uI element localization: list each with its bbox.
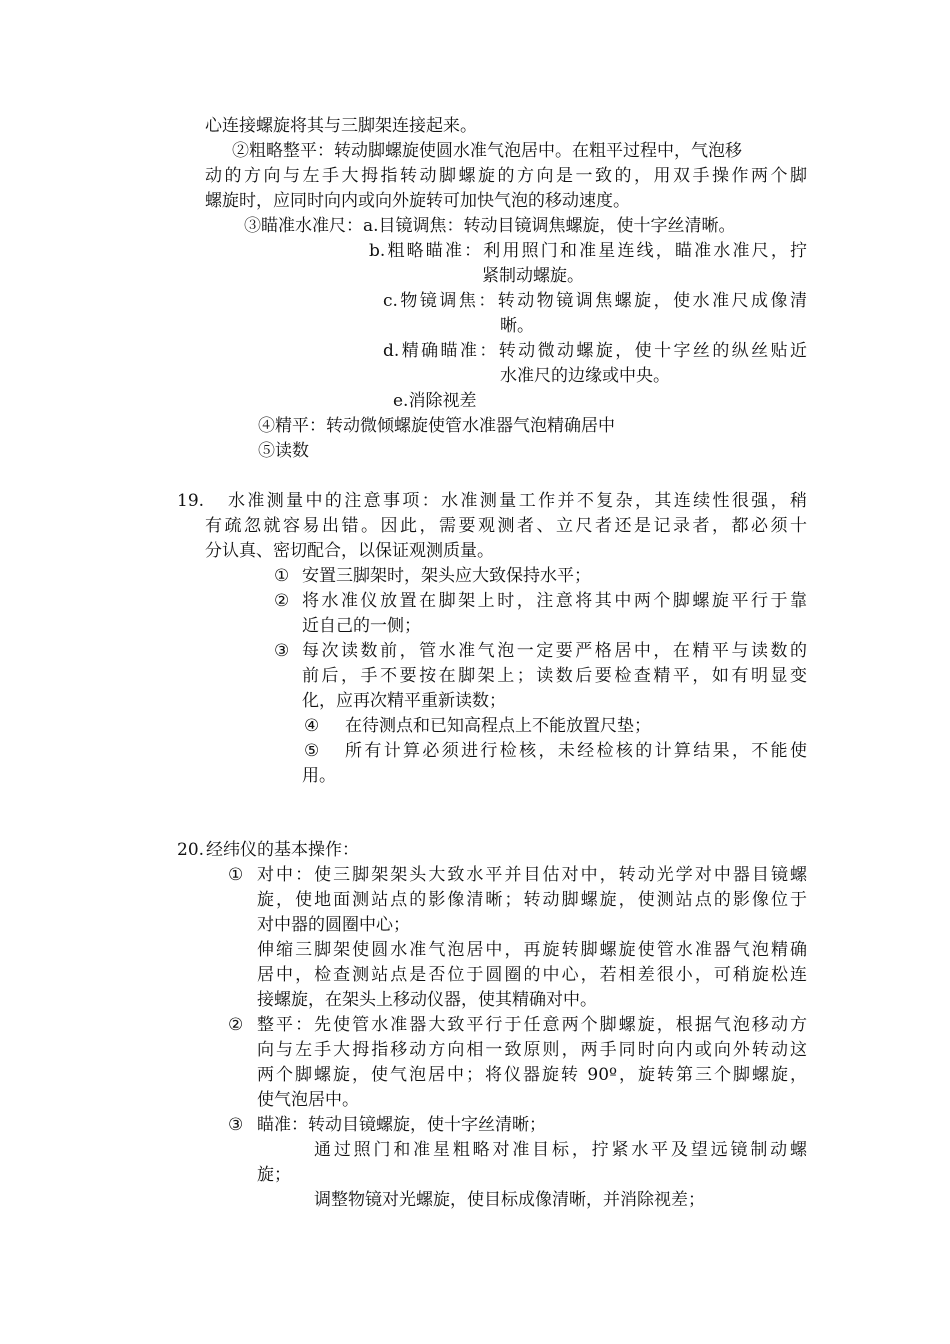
list-item-text: 调整物镜对光螺旋，使目标成像清晰，并消除视差； — [314, 1190, 705, 1210]
text-line: ②粗略整平：转动脚螺旋使圆水准气泡居中。在粗平过程中，气泡移 — [232, 141, 742, 161]
text-line: 水准测量中的注意事项：水准测量工作并不复杂，其连续性很强，稍 — [228, 491, 807, 511]
list-item-text: 每次读数前，管水准气泡一定要严格居中，在精平与读数的 — [302, 641, 807, 661]
list-item-text: 用。 — [302, 766, 336, 786]
list-item-text: 瞄准：转动目镜螺旋，使十字丝清晰； — [257, 1115, 546, 1135]
list-item-text: 化，应再次精平重新读数； — [302, 691, 506, 711]
section-title: 经纬仪的基本操作： — [206, 840, 359, 860]
list-item-text: 旋，使地面测站点的影像清晰；转动脚螺旋，使测站点的影像位于 — [257, 890, 807, 910]
text-line: 心连接螺旋将其与三脚架连接起来。 — [205, 116, 477, 136]
text-line: ⑤读数 — [258, 441, 309, 461]
list-marker: ② — [274, 591, 290, 611]
list-item-text: 两个脚螺旋，使气泡居中；将仪器旋转 90º，旋转第三个脚螺旋， — [257, 1065, 807, 1085]
list-item-text: 安置三脚架时，架头应大致保持水平； — [302, 566, 591, 586]
list-marker: ③ — [228, 1115, 244, 1135]
text-line: 动的方向与左手大拇指转动脚螺旋的方向是一致的，用双手操作两个脚 — [205, 166, 807, 186]
list-marker: ④ — [304, 716, 320, 736]
section-number: 19. — [177, 491, 205, 511]
text-line: 水准尺的边缘或中央。 — [500, 366, 670, 386]
list-item-text: 在待测点和已知高程点上不能放置尺垫； — [345, 716, 651, 736]
list-item-text: 将水准仪放置在脚架上时，注意将其中两个脚螺旋平行于靠 — [302, 591, 807, 611]
list-item-text: 整平：先使管水准器大致平行于任意两个脚螺旋，根据气泡移动方 — [257, 1015, 807, 1035]
list-item-text: 使气泡居中。 — [257, 1090, 359, 1110]
section-number: 20. — [177, 840, 205, 860]
list-item-text: 接螺旋，在架头上移动仪器，使其精确对中。 — [257, 990, 597, 1010]
text-line: b.粗略瞄准：利用照门和准星连线，瞄准水准尺，拧 — [369, 241, 807, 261]
list-item-text: 所有计算必须进行检核，未经检核的计算结果，不能使 — [345, 741, 807, 761]
text-line: ③瞄准水准尺：a.目镜调焦：转动目镜调焦螺旋，使十字丝清晰。 — [244, 216, 736, 236]
list-marker: ⑤ — [304, 741, 320, 761]
list-marker: ② — [228, 1015, 244, 1035]
list-item-text: 通过照门和准星粗略对准目标，拧紧水平及望远镜制动螺 — [314, 1140, 807, 1160]
text-line: ④精平：转动微倾螺旋使管水准器气泡精确居中 — [258, 416, 615, 436]
list-item-text: 对中器的圆圈中心； — [257, 915, 410, 935]
text-line: 分认真、密切配合，以保证观测质量。 — [205, 541, 494, 561]
text-line: e.消除视差 — [393, 391, 477, 411]
list-item-text: 对中：使三脚架架头大致水平并目估对中，转动光学对中器目镜螺 — [257, 865, 807, 885]
list-item-text: 向与左手大拇指移动方向相一致原则，两手同时向内或向外转动这 — [257, 1040, 807, 1060]
text-line: 晰。 — [500, 316, 534, 336]
text-line: 紧制动螺旋。 — [482, 266, 584, 286]
text-line: 螺旋时，应同时向内或向外旋转可加快气泡的移动速度。 — [205, 191, 630, 211]
text-line: 有疏忽就容易出错。因此，需要观测者、立尺者还是记录者，都必须十 — [205, 516, 807, 536]
list-marker: ③ — [274, 641, 290, 661]
text-line: c.物镜调焦：转动物镜调焦螺旋，使水准尺成像清 — [383, 291, 807, 311]
list-item-text: 居中，检查测站点是否位于圆圈的中心，若相差很小，可稍旋松连 — [257, 965, 807, 985]
list-marker: ① — [274, 566, 290, 586]
list-item-text: 旋； — [257, 1165, 291, 1185]
text-line: d.精确瞄准：转动微动螺旋，使十字丝的纵丝贴近 — [383, 341, 807, 361]
list-item-text: 伸缩三脚架使圆水准气泡居中，再旋转脚螺旋使管水准器气泡精确 — [257, 940, 807, 960]
list-item-text: 前后，手不要按在脚架上；读数后要检查精平，如有明显变 — [302, 666, 807, 686]
list-marker: ① — [228, 865, 244, 885]
list-item-text: 近自己的一侧； — [302, 616, 421, 636]
